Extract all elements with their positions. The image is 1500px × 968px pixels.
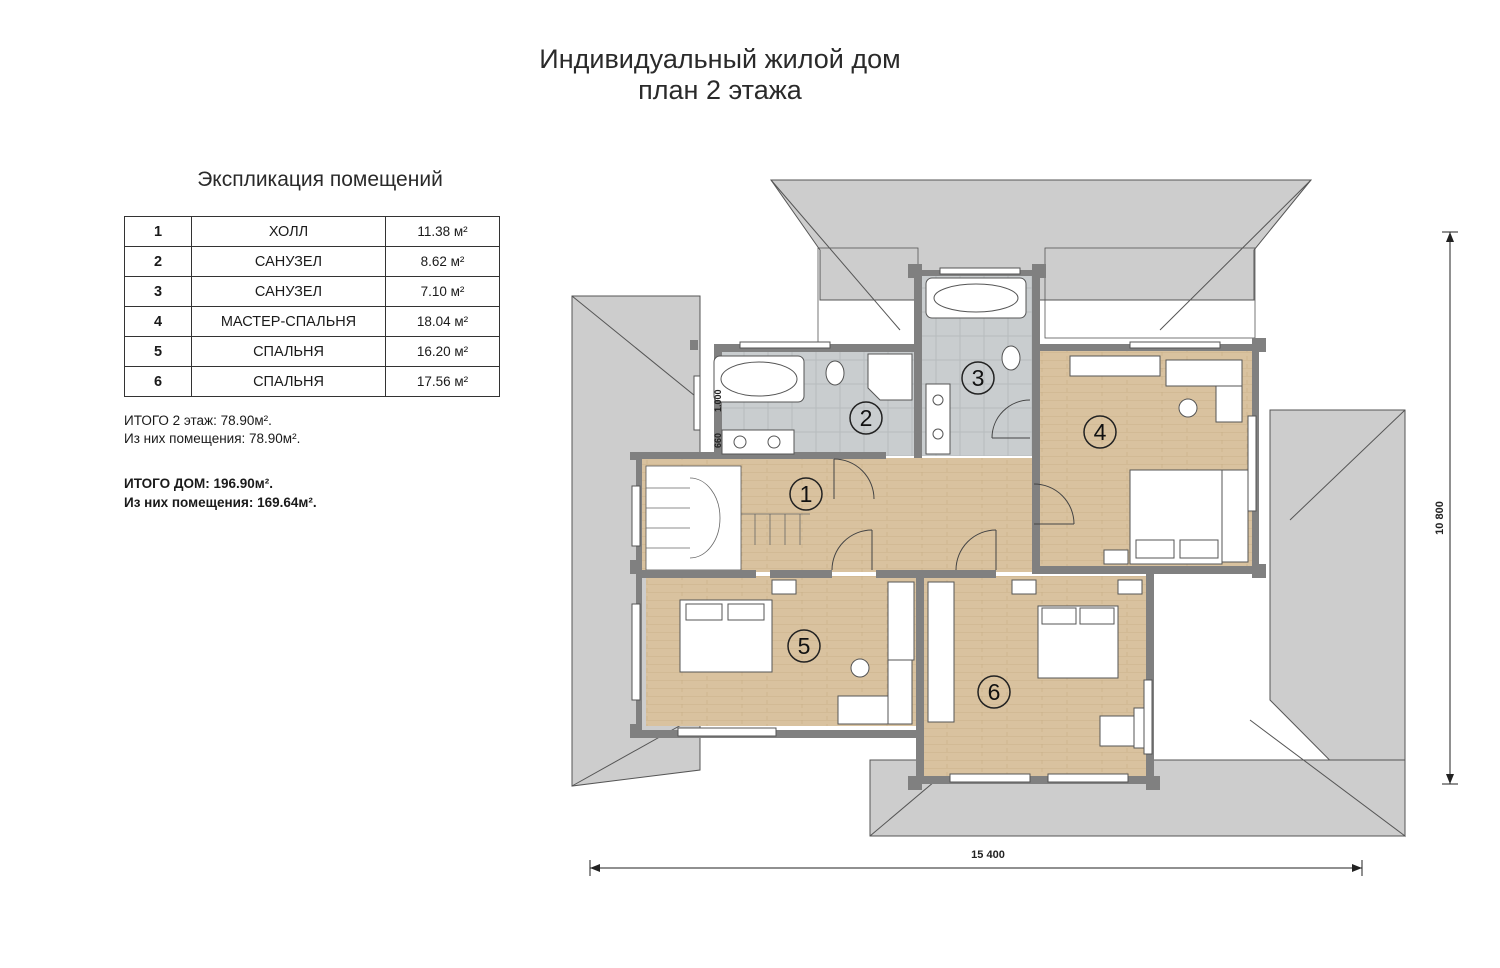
toilet-3 [1002,346,1020,370]
roof-top [771,180,1311,300]
room-number: 3 [125,277,192,307]
svg-text:4: 4 [1093,419,1107,445]
svg-text:3: 3 [971,365,985,391]
room-area: 8.62 м² [386,247,500,277]
shower-2 [868,354,912,400]
room-area: 18.04 м² [386,307,500,337]
dim-width-label: 15 400 [971,849,1005,861]
svg-text:1: 1 [799,481,813,507]
room-number: 2 [125,247,192,277]
room-number: 1 [125,217,192,247]
room-area: 17.56 м² [386,367,500,397]
dimension-height [1434,232,1458,784]
room-name: МАСТЕР-СПАЛЬНЯ [192,307,386,337]
sink-2 [722,430,794,454]
desk-4 [1166,360,1242,386]
dim-small-1: 1.000 [713,389,723,412]
bathtub-2 [714,356,804,402]
title-line-2: план 2 этажа [638,75,802,105]
room-area: 11.38 м² [386,217,500,247]
desk-6 [1100,716,1134,746]
room-name: СПАЛЬНЯ [192,337,386,367]
staircase [646,466,741,570]
dimension-width [590,849,1362,876]
room-number: 5 [125,337,192,367]
room-name: СПАЛЬНЯ [192,367,386,397]
room-area: 16.20 м² [386,337,500,367]
room-number: 4 [125,307,192,337]
svg-text:6: 6 [987,679,1001,705]
floor-total-line: ИТОГО 2 этаж: 78.90м². [124,413,272,428]
explication-title: Экспликация помещений [197,168,443,191]
svg-text:2: 2 [859,405,873,431]
room-name: ХОЛЛ [192,217,386,247]
dim-small-2: 660 [713,432,723,448]
svg-text:5: 5 [797,633,811,659]
wardrobe-5 [888,582,914,660]
floor-rooms-line: Из них помещения: 78.90м². [124,431,301,446]
room-name: САНУЗЕЛ [192,247,386,277]
room-name: САНУЗЕЛ [192,277,386,307]
room-area: 7.10 м² [386,277,500,307]
house-total-line: ИТОГО ДОМ: 196.90м². [124,476,273,491]
toilet-2 [826,361,844,385]
room-number: 6 [125,367,192,397]
dim-height-label: 10 800 [1434,501,1446,535]
wardrobe-6 [928,582,954,722]
house-rooms-line: Из них помещения: 169.64м². [124,495,317,510]
title-line-1: Индивидуальный жилой дом [539,44,901,74]
